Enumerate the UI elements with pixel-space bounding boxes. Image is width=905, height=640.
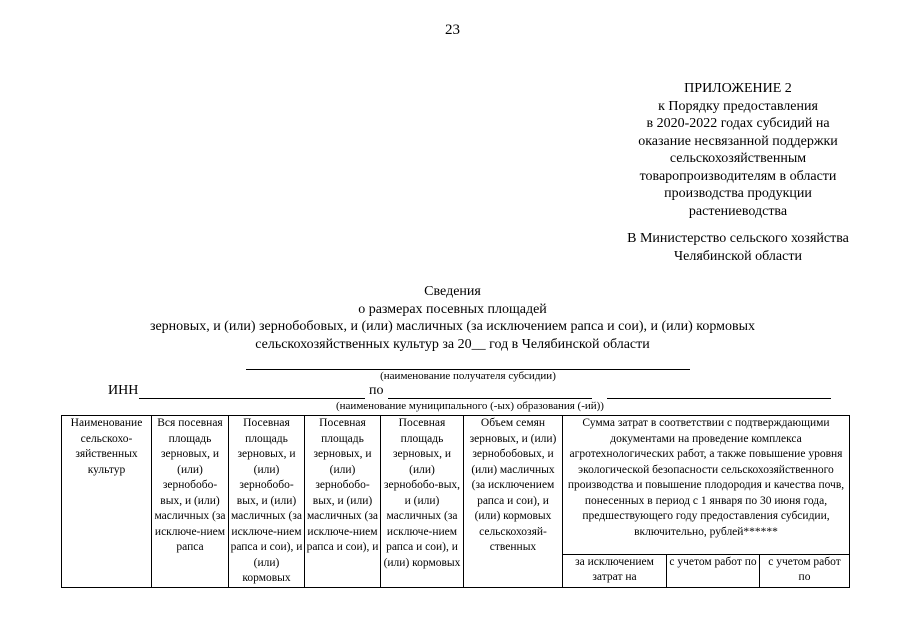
inn-line	[139, 398, 365, 399]
municipality-line-2	[607, 398, 831, 399]
appendix-header	[585, 80, 891, 220]
document-title	[0, 283, 905, 353]
header-sown-area-3: Посевная площадь зерновых, и (или) зернобобо-вых, и (или) масличных (за исключе-нием рапса и сои), и (или) кормовых	[381, 416, 464, 588]
addressee-line: Челябинской области	[674, 248, 802, 264]
appendix-line: оказание несвязанной поддержки	[638, 133, 838, 149]
header-cost-sum: Сумма затрат в соответствии с подтверждающими документами на проведение комплекса агротехнологических работ, а также повышение уровня экологической безопасности сельскохозяйственного производства и повышение плодородия и качества почв, понесенных в период с 1 января по 30 июня года, предшествующего году предоставления субсидии, включительно, рублей******	[563, 416, 850, 555]
header-seed-volume: Объем семян зерновых, и (или) зернобобовых, и (или) масличных (за исключением рапса и сои), и (или) кормовых сельскохозяй-ственных	[464, 416, 563, 588]
appendix-line: производства продукции	[664, 186, 812, 201]
crop-area-table	[61, 415, 850, 588]
subheader-including-works-2: с учетом работ по	[760, 554, 850, 587]
appendix-line: растениеводства	[688, 203, 788, 219]
appendix-line: сельскохозяйственным	[669, 151, 807, 166]
subheader-excluding-costs: за исключением затрат на	[563, 554, 667, 587]
appendix-line: ПРИЛОЖЕНИЕ 2	[684, 81, 792, 96]
subheader-including-works-1: с учетом работ по	[667, 554, 760, 587]
appendix-line: в 2020-2022 годах субсидий на	[646, 116, 830, 131]
appendix-line: к Порядку предоставления	[658, 98, 818, 114]
page-number: 23	[445, 22, 460, 38]
appendix-line: товаропроизводителям в области	[639, 168, 837, 184]
header-crop-name: Наименование сельскохо-зяйственных культур	[62, 416, 152, 588]
municipality-line-1	[388, 398, 592, 399]
addressee	[585, 230, 891, 265]
title-line: о размерах посевных площадей	[358, 301, 547, 317]
table-header-row	[62, 416, 850, 555]
municipality-caption: (наименование муниципального (-ых) образования (-ий))	[336, 400, 604, 412]
recipient-caption: (наименование получателя субсидии)	[380, 370, 556, 382]
title-line: сельскохозяйственных культур за 20__ год в Челябинской области	[255, 336, 650, 352]
by-label: по	[369, 383, 384, 398]
inn-label: ИНН	[108, 383, 139, 398]
title-line: Сведения	[424, 284, 481, 299]
header-total-area: Вся посевная площадь зерновых, и (или) зернобобо-вых, и (или) масличных (за исключе-нием рапса	[152, 416, 229, 588]
header-sown-area-1: Посевная площадь зерновых, и (или) зернобобо-вых, и (или) масличных (за исключе-нием рапса и сои), и (или) кормовых	[229, 416, 305, 588]
header-sown-area-2: Посевная площадь зерновых, и (или) зернобобо-вых, и (или) масличных (за исключе-нием рапса и сои), и	[305, 416, 381, 588]
title-line: зерновых, и (или) зернобобовых, и (или) масличных (за исключением рапса и сои), и (или) кормовых	[149, 319, 756, 334]
addressee-line: В Министерство сельского хозяйства	[627, 231, 849, 246]
